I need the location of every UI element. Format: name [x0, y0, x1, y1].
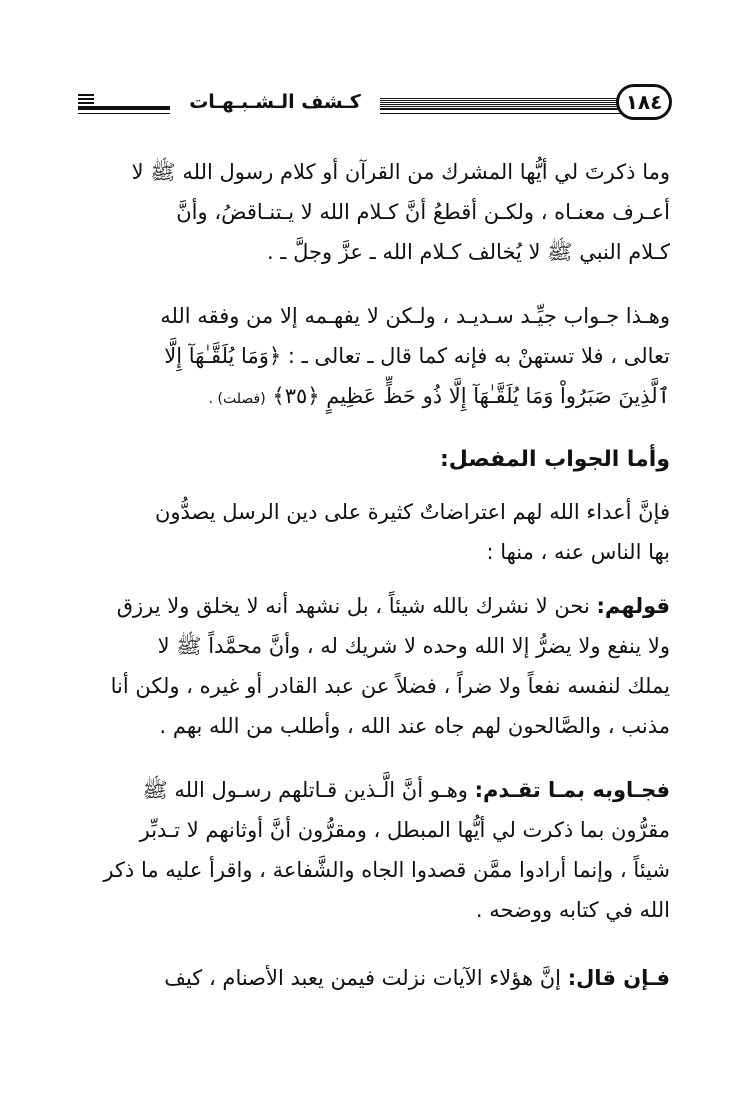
text-line — [86, 958, 670, 998]
paragraph-5 — [86, 770, 670, 930]
text-line: تعالى ، فلا تستهنْ به فإنه كما قال ـ تعالى ـ : ﴿وَمَا يُلَقَّـٰهَآ إِلَّا — [164, 344, 670, 368]
quran-verse: ٱلَّذِينَ صَبَرُواْ وَمَا يُلَقَّـٰهَآ إِلَّا ذُو حَظٍّ عَظِيمٍ ﴿٣٥﴾ — [272, 384, 670, 408]
paragraph-lead: قولهم: — [596, 594, 670, 618]
text-line: الله في كتابه ووضحه . — [475, 898, 670, 922]
paragraph-1 — [86, 152, 670, 272]
paragraph-6 — [86, 958, 670, 998]
quran-verse-line — [86, 376, 670, 416]
text-line: وما ذكرتَ لي أيُّها المشرك من القرآن أو كلام رسول الله ﷺ لا — [131, 160, 670, 184]
text-line — [86, 770, 670, 810]
paragraph-4 — [86, 586, 670, 746]
section-heading: وأما الجواب المفصل: — [439, 447, 670, 472]
page-number: ١٨٤ — [616, 84, 672, 120]
text-line: وهـذا جـواب جيِّـد سـديـد ، ولـكن لا يفهـمه إلا من وفقه الله — [160, 304, 670, 328]
text-run: نحن لا نشرك بالله شيئاً ، بل نشهد أنه لا يخلق ولا يرزق — [116, 594, 597, 618]
text-line: شيئاً ، وإنما أرادوا ممَّن قصدوا الجاه والشَّفاعة ، واقرأ عليه ما ذكر — [103, 858, 670, 882]
text-line: يملك لنفسه نفعاً ولا ضراً ، فضلاً عن عبد القادر أو غيره ، ولكن أنا — [110, 674, 670, 698]
text-line: بها الناس عنه ، منها : — [486, 540, 670, 564]
paragraph-3 — [86, 492, 670, 572]
text-line: ولا ينفع ولا يضرُّ إلا الله وحده لا شريك له ، وأنَّ محمَّداً ﷺ لا — [157, 634, 670, 658]
text-line — [86, 586, 670, 626]
paragraph-lead: فـإن قال: — [567, 966, 670, 990]
text-line: كـلام النبي ﷺ لا يُخالف كـلام الله ـ عزَّ وجلَّ ـ . — [266, 240, 670, 264]
running-title: كـشف الـشـبـهـات — [170, 88, 380, 116]
paragraph-lead: فجـاوبه بمـا تقـدم: — [474, 778, 670, 802]
page-header — [78, 84, 670, 126]
text-line: فإنَّ أعداء الله لهم اعتراضاتٌ كثيرة على دين الرسل يصدُّون — [154, 500, 670, 524]
header-ornament-bar — [378, 98, 620, 109]
surah-reference: (فصلت) . — [208, 391, 266, 407]
text-run: وهـو أنَّ الَّـذين قـاتلهم رسـول الله ﷺ — [142, 778, 475, 802]
paragraph-2 — [86, 296, 670, 416]
text-line: أعـرف معنـاه ، ولكـن أقطعُ أنَّ كـلام الله لا يـتنـاقضُ، وأنَّ — [176, 200, 670, 224]
text-run: إنَّ هؤلاء الآيات نزلت فيمن يعبد الأصنام ، كيف — [164, 966, 568, 990]
text-line: مذنب ، والصَّالحون لهم جاه عند الله ، وأطلب من الله بهم . — [159, 714, 670, 738]
header-end-ornament — [78, 94, 94, 104]
text-line: مقرُّون بما ذكرت لي أيُّها المبطل ، ومقرُّون أنَّ أوثانهم لا تـدبِّر — [139, 818, 670, 842]
